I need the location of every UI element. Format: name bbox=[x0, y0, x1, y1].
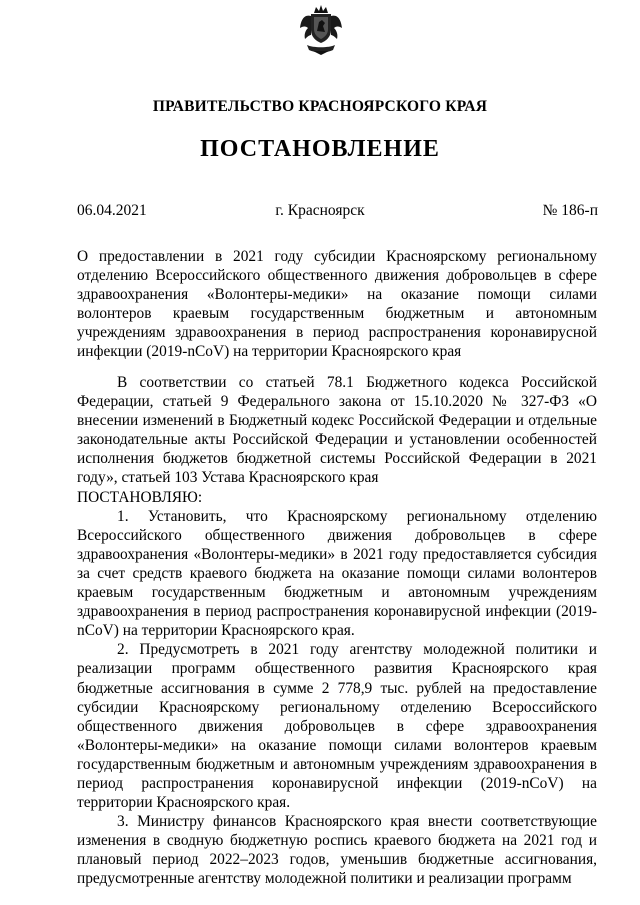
item-3-paragraph: 3. Министру финансов Красноярского края внести соответствующие изменения в сводную бюджетную роспись краевого бюджета на 2021 год и плановый период 2022–2023 годов, уменьшив бюджетные ассигнования, предусмотренные агентству молодежной политики и реализации программ bbox=[77, 813, 597, 888]
document-date: 06.04.2021 bbox=[77, 202, 147, 219]
preamble-paragraph: В соответствии со статьей 78.1 Бюджетного кодекса Российской Федерации, статьей 9 Федерального закона от 15.10.2020 № 327-ФЗ «О внесении изменений в Бюджетный кодекс Российской Федерации и отдельные законодательные акты Российской Федерации и установлении особенностей исполнения бюджетов бюджетной системы Российской Федерации в 2021 году», статьей 103 Устава Красноярского края bbox=[77, 374, 597, 487]
item-2-paragraph: 2. Предусмотреть в 2021 году агентству молодежной политики и реализации программ общественного развития Красноярского края бюджетные ассигнования в сумме 2 778,9 тыс. рублей на предоставление субсидии Красноярскому региональному отделению Всероссийского общественного движения добровольцев в сфере здравоохранения «Волонтеры-медики» на оказание помощи силами волонтеров краевым государственным бюджетным и автономным учреждениям здравоохранения в период распространения коронавирусной инфекции (2019-nCoV) на территории Красноярского края. bbox=[77, 641, 597, 812]
document-city: г. Красноярск bbox=[275, 202, 365, 219]
document-number: № 186-п bbox=[542, 202, 598, 219]
resolve-word: ПОСТАНОВЛЯЮ: bbox=[77, 488, 203, 506]
item-1-paragraph: 1. Установить, что Красноярскому региональному отделению Всероссийского общественного движения добровольцев в сфере здравоохранения «Волонтеры-медики» в 2021 году предоставляется субсидия за счет средств краевого бюджета на оказание помощи силами волонтеров краевым государственным бюджетным и автономным учреждениям здравоохранения в период распространения коронавирусной инфекции (2019-nCoV) на территории Красноярского края. bbox=[77, 507, 597, 640]
document-body bbox=[77, 373, 597, 889]
coat-of-arms-emblem bbox=[299, 4, 343, 56]
government-name: ПРАВИТЕЛЬСТВО КРАСНОЯРСКОГО КРАЯ bbox=[152, 98, 488, 115]
document-type-title: ПОСТАНОВЛЕНИЕ bbox=[200, 136, 440, 162]
document-subject: О предоставлении в 2021 году субсидии Красноярскому региональному отделению Всероссийского общественного движения добровольцев в сфере здравоохранения «Волонтеры-медики» на оказание помощи силами волонтеров краевым государственным бюджетным и автономным учреждениям здравоохранения в период распространения коронавирусной инфекции (2019-nCoV) на территории Красноярского края bbox=[77, 248, 597, 360]
